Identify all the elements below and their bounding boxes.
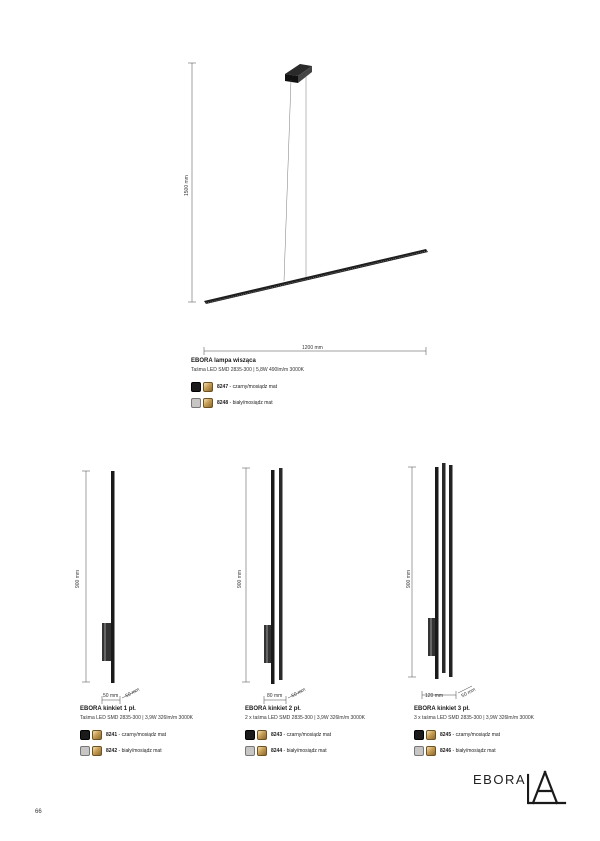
sconce-2-depth-dim: 50 mm bbox=[290, 686, 307, 700]
variant-code: 8246 bbox=[440, 748, 452, 754]
variant-8246 bbox=[414, 745, 534, 757]
brass-swatch bbox=[92, 746, 102, 756]
brand-logo-icon bbox=[527, 769, 567, 805]
sconce-3-height-dim: 900 mm bbox=[406, 569, 412, 588]
brass-swatch bbox=[257, 746, 267, 756]
sconce-2-spec: 2 x taśma LED SMD 2835-300 | 3,9W 326lm/m 3000K bbox=[245, 715, 365, 721]
variant-8242 bbox=[80, 745, 193, 757]
variant-code: 8242 bbox=[106, 748, 118, 754]
variant-code: 8245 bbox=[440, 732, 452, 738]
sconce-1-name: EBORA kinkiet 1 pł. bbox=[80, 706, 136, 712]
sconce-2-info bbox=[245, 706, 365, 757]
sconce-1-drawing bbox=[80, 465, 150, 705]
sconce-2-height-dim: 900 mm bbox=[237, 569, 243, 588]
variant-desc: - biały/mosiądz mat bbox=[228, 400, 273, 406]
black-swatch bbox=[191, 382, 201, 392]
white-swatch bbox=[191, 398, 201, 408]
variant-desc: - czarny/mosiądz mat bbox=[117, 732, 167, 738]
sconce-2-name: EBORA kinkiet 2 pł. bbox=[245, 706, 301, 712]
hanging-lamp-spec: Taśma LED SMD 2835-300 | 5,8W 490lm/m 3000K bbox=[191, 367, 305, 373]
variant-8241 bbox=[80, 729, 193, 741]
sconce-1-width-dim: 50 mm bbox=[103, 693, 119, 699]
sconce-2-width-dim: 80 mm bbox=[267, 693, 283, 699]
hanging-lamp-height-dim: 1500 mm bbox=[184, 175, 190, 196]
variant-code: 8244 bbox=[271, 748, 283, 754]
variant-code: 8247 bbox=[217, 384, 229, 390]
variant-desc: - biały/mosiądz mat bbox=[282, 748, 327, 754]
hanging-lamp-width-dim: 1200 mm bbox=[302, 345, 323, 351]
variant-8248 bbox=[191, 397, 304, 409]
variant-8243 bbox=[245, 729, 365, 741]
variant-desc: - biały/mosiądz mat bbox=[117, 748, 162, 754]
hanging-lamp-name: EBORA lampa wisząca bbox=[191, 358, 256, 364]
black-swatch bbox=[80, 730, 90, 740]
sconce-1-height-dim: 900 mm bbox=[75, 569, 81, 588]
variant-8245 bbox=[414, 729, 534, 741]
footer-brand-name: EBORA bbox=[473, 772, 527, 787]
white-swatch bbox=[414, 746, 424, 756]
brass-swatch bbox=[203, 382, 213, 392]
sconce-3-info bbox=[414, 706, 534, 757]
variant-8244 bbox=[245, 745, 365, 757]
brass-swatch bbox=[426, 746, 436, 756]
variant-desc: - czarny/mosiądz mat bbox=[282, 732, 332, 738]
brass-swatch bbox=[92, 730, 102, 740]
sconce-3-spec: 3 x taśma LED SMD 2835-300 | 3,9W 326lm/m 3000K bbox=[414, 715, 534, 721]
variant-desc: - biały/mosiądz mat bbox=[451, 748, 496, 754]
variant-8247 bbox=[191, 381, 304, 393]
white-swatch bbox=[245, 746, 255, 756]
sconce-1-spec: Taśma LED SMD 2835-300 | 3,9W 326lm/m 3000K bbox=[80, 715, 194, 721]
variant-desc: - czarny/mosiądz mat bbox=[228, 384, 278, 390]
black-swatch bbox=[245, 730, 255, 740]
white-swatch bbox=[80, 746, 90, 756]
sconce-2-drawing bbox=[240, 460, 320, 705]
hanging-lamp-drawing bbox=[180, 55, 440, 365]
sconce-1-info bbox=[80, 706, 193, 757]
brass-swatch bbox=[257, 730, 267, 740]
sconce-1-depth-dim: 50 mm bbox=[124, 686, 141, 700]
page-number: 66 bbox=[35, 809, 42, 815]
sconce-3-drawing bbox=[400, 455, 490, 705]
hanging-lamp-info bbox=[191, 358, 304, 409]
variant-desc: - czarny/mosiądz mat bbox=[451, 732, 501, 738]
variant-code: 8248 bbox=[217, 400, 229, 406]
brass-swatch bbox=[426, 730, 436, 740]
variant-code: 8243 bbox=[271, 732, 283, 738]
variant-code: 8241 bbox=[106, 732, 118, 738]
sconce-3-name: EBORA kinkiet 3 pł. bbox=[414, 706, 470, 712]
brass-swatch bbox=[203, 398, 213, 408]
sconce-3-depth-dim: 50 mm bbox=[460, 686, 477, 700]
sconce-3-width-dim: 120 mm bbox=[425, 693, 444, 699]
black-swatch bbox=[414, 730, 424, 740]
